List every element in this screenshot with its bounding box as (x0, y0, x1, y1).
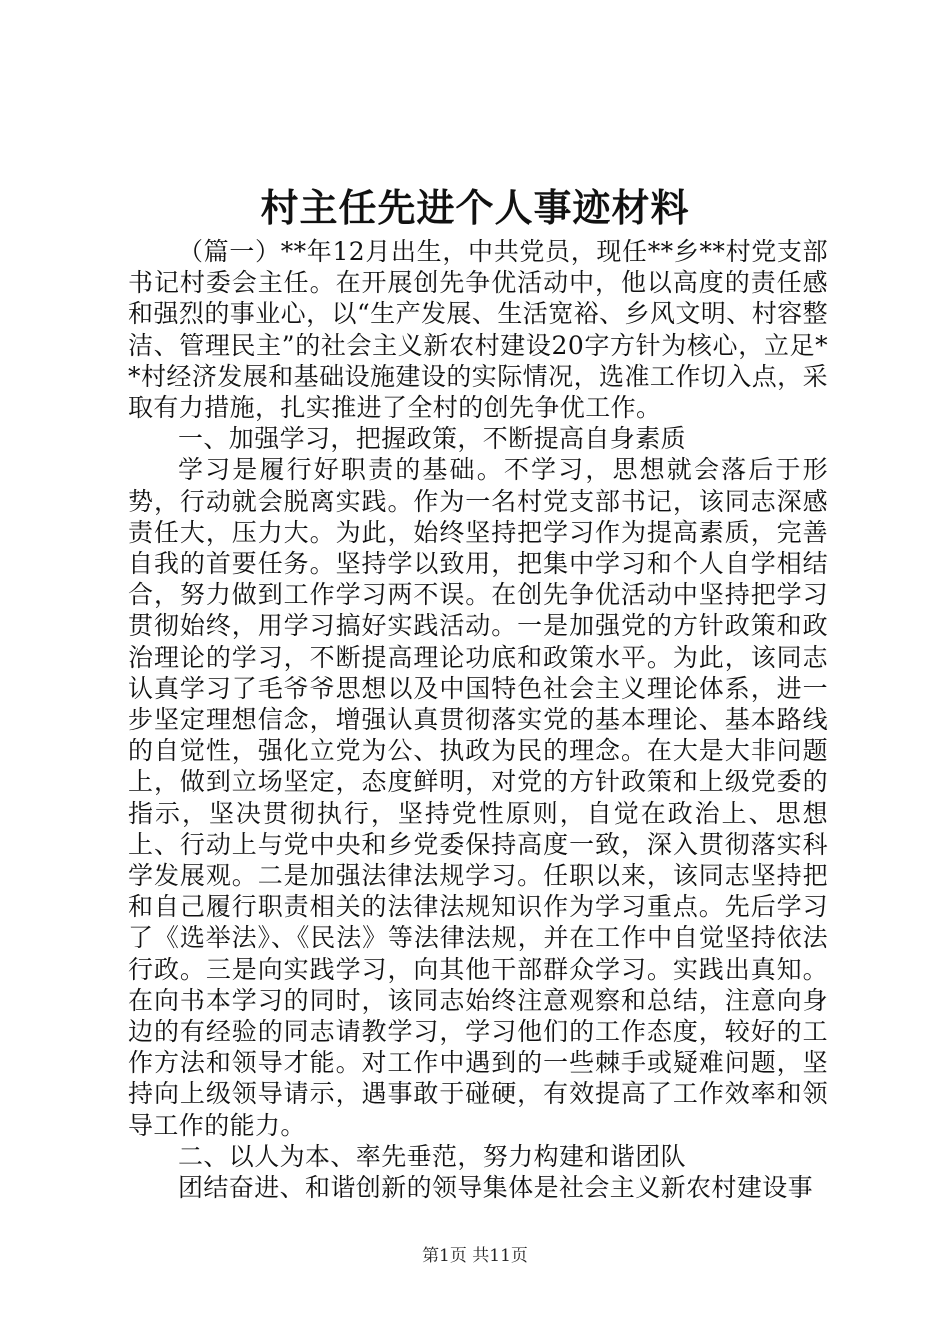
paragraph-intro: （篇一）**年12月出生，中共党员，现任**乡**村党支部书记村委会主任。在开展创先争优活动中，他以高度的责任感和强烈的事业心，以“生产发展、生活宽裕、乡风文明、村容整洁、管理民主”的社会主义新农村建设20字方针为核心，立足**村经济发展和基础设施建设的实际情况，选准工作切入点，采取有力措施，扎实推进了全村的创先争优工作。 (128, 237, 828, 423)
paragraph-team: 团结奋进、和谐创新的领导集体是社会主义新农村建设事 (178, 1173, 814, 1203)
paragraph-study: 学习是履行好职责的基础。不学习，思想就会落后于形势，行动就会脱离实践。作为一名村党支部书记，该同志深感责任大，压力大。为此，始终坚持把学习作为提高素质，完善自我的首要任务。坚持学以致用，把集中学习和个人自学相结合，努力做到工作学习两不误。在创先争优活动中坚持把学习贯彻始终，用学习搞好实践活动。一是加强党的方针政策和政治理论的学习，不断提高理论功底和政策水平。为此，该同志认真学习了毛爷爷思想以及中国特色社会主义理论体系，进一步坚定理想信念，增强认真贯彻落实党的基本理论、基本路线的自觉性，强化立党为公、执政为民的理念。在大是大非问题上，做到立场坚定，态度鲜明，对党的方针政策和上级党委的指示，坚决贯彻执行，坚持党性原则，自觉在政治上、思想上、行动上与党中央和乡党委保持高度一致，深入贯彻落实科学发展观。二是加强法律法规学习。任职以来，该同志坚持把和自己履行职责相关的法律法规知识作为学习重点。先后学习了《选举法》、《民法》等法律法规，并在工作中自觉坚持依法行政。三是向实践学习，向其他干部群众学习。实践出真知。在向书本学习的同时，该同志始终注意观察和总结，注意向身边的有经验的同志请教学习，学习他们的工作态度，较好的工作方法和领导才能。对工作中遇到的一些棘手或疑难问题，坚持向上级领导请示，遇事敢于碰硬，有效提高了工作效率和领导工作的能力。 (128, 455, 828, 1140)
document-body (128, 236, 828, 1203)
section-heading-1: 一、加强学习，把握政策，不断提高自身素质 (178, 424, 687, 454)
page-footer: 第1页 共11页 (422, 1246, 528, 1266)
document-title: 村主任先进个人事迹材料 (260, 185, 690, 230)
section-heading-2: 二、以人为本、率先垂范，努力构建和谐团队 (178, 1141, 687, 1171)
